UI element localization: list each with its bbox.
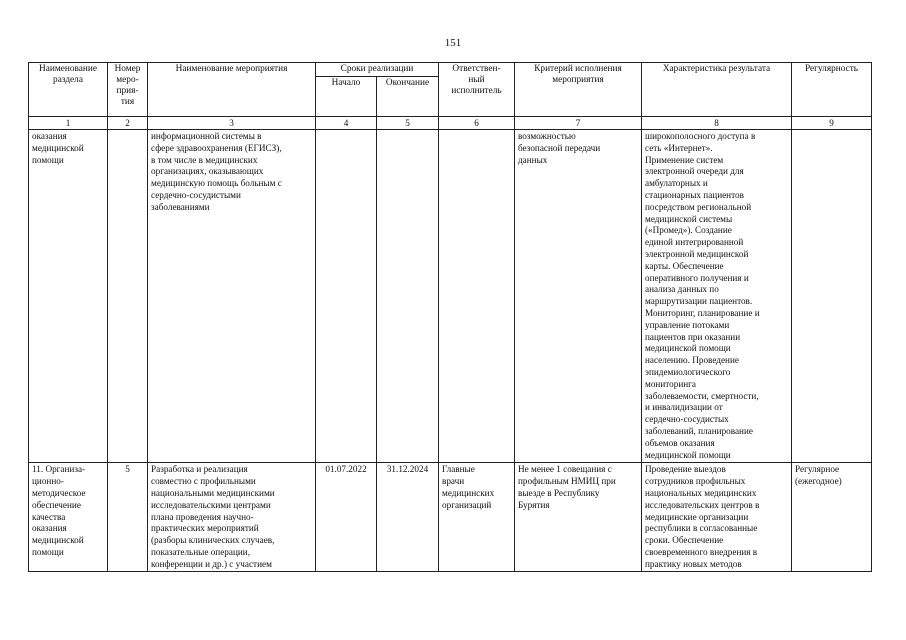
cell-executor <box>439 130 515 463</box>
cell-event: информационной системы в сфере здравоохранения (ЕГИСЗ), в том числе в медицинских организациях, оказывающих медицинскую помощь больным с сердечно-сосудистыми заболеваниями <box>148 130 316 463</box>
plan-table <box>28 62 872 572</box>
cell-section: 11. Организа- ционно- методическое обеспечение качества оказания медицинской помощи <box>29 463 108 572</box>
header-executor: Ответствен- ный исполнитель <box>439 63 515 117</box>
cell-number <box>108 130 148 463</box>
table-row <box>29 130 872 463</box>
header-section: Наименование раздела <box>29 63 108 117</box>
cell-start: 01.07.2022 <box>316 463 377 572</box>
header-terms: Сроки реализации <box>316 63 439 77</box>
column-number: 1 <box>29 117 108 130</box>
cell-end: 31.12.2024 <box>377 463 439 572</box>
column-number: 9 <box>792 117 872 130</box>
header-result: Характеристика результата <box>642 63 792 117</box>
header-number: Номер меро- прия- тия <box>108 63 148 117</box>
cell-executor: Главные врачи медицинских организаций <box>439 463 515 572</box>
column-number: 4 <box>316 117 377 130</box>
column-number: 6 <box>439 117 515 130</box>
cell-event: Разработка и реализация совместно с профильными национальными медицинскими исследовательскими центрами плана проведения научно- практических мероприятий (разборы клинических случаев, показательные операции, конференции и др.) с участием <box>148 463 316 572</box>
cell-criterion: возможностью безопасной передачи данных <box>515 130 642 463</box>
cell-regularity: Регулярное (ежегодное) <box>792 463 872 572</box>
table-row <box>29 463 872 572</box>
cell-start <box>316 130 377 463</box>
header-regularity: Регулярность <box>792 63 872 117</box>
cell-result: широкополосного доступа в сеть «Интернет». Применение систем электронной очереди для амбулаторных и стационарных пациентов посредством региональной медицинской системы («Промед»). Создание единой интегрированной электронной медицинской карты. Обеспечение оперативного получения и анализа данных по маршрутизации пациентов. Мониторинг, планирование и управление потоками пациентов при оказании медицинской помощи населению. Проведение эпидемиологического мониторинга заболеваемости, смертности, и инвалидизации от сердечно-сосудистых заболеваний, планирование объемов оказания медицинской помощи <box>642 130 792 463</box>
cell-section: оказания медицинской помощи <box>29 130 108 463</box>
header-start: Начало <box>316 77 377 117</box>
column-number: 5 <box>377 117 439 130</box>
column-number: 7 <box>515 117 642 130</box>
column-number: 8 <box>642 117 792 130</box>
cell-number: 5 <box>108 463 148 572</box>
header-end: Окончание <box>377 77 439 117</box>
cell-end <box>377 130 439 463</box>
column-number-row <box>29 117 872 130</box>
page-number: 151 <box>444 37 462 49</box>
header-criterion: Критерий исполнения мероприятия <box>515 63 642 117</box>
column-number: 2 <box>108 117 148 130</box>
cell-regularity <box>792 130 872 463</box>
cell-result: Проведение выездов сотрудников профильных национальных медицинских исследовательских центров в медицинские организации республики в согласованные сроки. Обеспечение своевременного внедрения в практику новых методов <box>642 463 792 572</box>
column-number: 3 <box>148 117 316 130</box>
header-event: Наименование мероприятия <box>148 63 316 117</box>
cell-criterion: Не менее 1 совещания с профильным НМИЦ при выезде в Республику Бурятия <box>515 463 642 572</box>
